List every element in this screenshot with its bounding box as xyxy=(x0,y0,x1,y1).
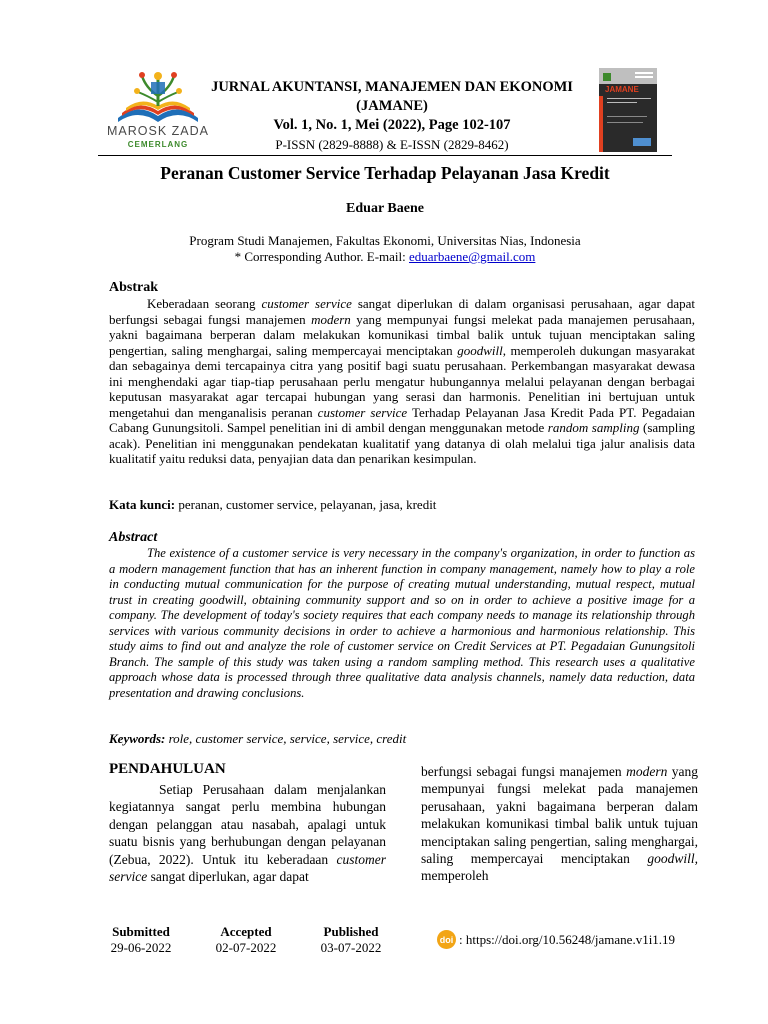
corresponding-label: * Corresponding Author. E-mail: xyxy=(234,249,406,264)
cover-title: JAMANE xyxy=(605,85,639,94)
abstract-text: The existence of a customer service is very necessary in the company's organization, in order to function as a modern management function that has an inherent function in company management, namely how to play a role in conducting mutual communication for the purpose of creating mutual understanding, mutual respect, mutual trust in creating goodwill, obtaining community support and so on in order to achieve a positive image for a company. The development of today's society requires that each company needs to manage its relationship through services with various community decisions in order to achieve a harmonious and harmonious relationship. This study aims to find out and analyze the role of customer service on Credit Services at PT. Pegadaian Gunungsitoli Branch. The sample of this study was taken using a random sampling method. This research uses a qualitative approach whose data is processed through three qualitative data analysis channels, namely data reduction, data presentation and drawing conclusions. xyxy=(109,546,695,700)
cover-side-band xyxy=(599,96,603,152)
doi-link[interactable]: : https://doi.org/10.56248/jamane.v1i1.19 xyxy=(459,931,676,947)
kata-kunci-label: Kata kunci: xyxy=(109,497,176,512)
cover-line xyxy=(607,116,647,117)
journal-header xyxy=(180,78,604,154)
journal-volume: Vol. 1, No. 1, Mei (2022), Page 102-107 xyxy=(273,117,511,133)
submitted-date: 29-06-2022 xyxy=(110,940,172,955)
cover-line xyxy=(635,72,653,74)
accepted-date: 02-07-2022 xyxy=(215,940,277,955)
accepted-info xyxy=(191,924,301,956)
journal-issn: P-ISSN (2829-8888) & E-ISSN (2829-8462) xyxy=(275,137,509,152)
abstrak-text: Keberadaan seorang customer service sangat diperlukan di dalam organisasi perusahaan, agar dapat berfungsi sebagai fungsi manajemen modern yang mempunyai fungsi melekat pada manajemen perusahaan, yakni bagaimana berperan dalam melakukan komunikasi timbal balik untuk tujuan menciptakan saling pengertian, saling menghargai, saling mempercayai menciptakan goodwill, memperoleh dukungan masyarakat dan sebagainya demi tercapainya citra yang positif bagi suatu perusahaan. Perkembangan masyarakat dewasa ini menghendaki agar tiap-tiap perusahaan perlu mengatur hubungannya melalui pelayanan dengan berbagai keputusan masyarakat agar tercapai hubungan yang serasi dan harmonis. Penelitian ini bertujuan untuk mengetahui dan menganalisis peranan customer service Terhadap Pelayanan Jasa Kredit Pada PT. Pegadaian Cabang Gunungsitoli. Sampel penelitian ini di ambil dengan menggunakan metode random sampling (sampling acak). Penelitian ini menggunakan pendekatan kualitatif yang datanya di olah melalui tiga jalur analisis data kualitatif yaitu reduksi data, penyajian data dan penarikan kesimpulan. xyxy=(109,296,696,466)
keywords-text: role, customer service, service, service, credit xyxy=(165,731,407,746)
pendahuluan-left-column: Setiap Perusahaan dalam menjalankan kegiatannya sangat perlu membina hubungan dengan pelanggan atau nasabah, apalagi untuk suatu bisnis yang berhubungan dengan pelayanan (Zebua, 2022). Untuk itu keberadaan customer service sangat diperlukan, agar dapat xyxy=(109,782,386,885)
submitted-label: Submitted xyxy=(112,924,170,939)
cover-line xyxy=(607,102,637,103)
article-title: Peranan Customer Service Terhadap Pelayanan Jasa Kredit xyxy=(160,163,610,183)
affiliation-block xyxy=(100,233,670,265)
header-rule xyxy=(98,155,672,156)
cover-line xyxy=(607,98,651,99)
kata-kunci xyxy=(109,497,436,513)
article-author: Eduar Baene xyxy=(346,201,424,216)
journal-name: JURNAL AKUNTANSI, MANAJEMEN DAN EKONOMI xyxy=(211,79,573,95)
logo-name: MAROSK ZADA xyxy=(107,124,209,138)
published-info xyxy=(296,924,406,956)
keywords xyxy=(109,731,406,747)
cover-line xyxy=(607,122,643,123)
submitted-info xyxy=(86,924,196,956)
pendahuluan-right-column: berfungsi sebagai fungsi manajemen modern yang mempunyai fungsi melekat pada manajemen perusahaan, yakni bagaimana berperan dalam melakukan komunikasi timbal balik untuk tujuan menciptakan saling pengertian, saling menghargai, saling mempercayai menciptakan goodwill, memperoleh xyxy=(421,764,698,884)
abstract-heading: Abstract xyxy=(109,530,158,545)
corresponding-author xyxy=(100,249,670,265)
journal-cover xyxy=(599,68,657,152)
cover-logo xyxy=(633,138,651,146)
published-label: Published xyxy=(323,924,379,939)
affiliation: Program Studi Manajemen, Fakultas Ekonomi, Universitas Nias, Indonesia xyxy=(189,233,581,248)
kata-kunci-text: peranan, customer service, pelayanan, jasa, kredit xyxy=(175,497,437,512)
doi-line xyxy=(437,930,675,949)
logo-subtitle: CEMERLANG xyxy=(127,140,189,149)
keywords-label: Keywords: xyxy=(109,731,166,746)
doi-icon: doi xyxy=(437,930,456,949)
pendahuluan-heading: PENDAHULUAN xyxy=(109,761,226,777)
published-date: 03-07-2022 xyxy=(320,940,382,955)
accepted-label: Accepted xyxy=(220,924,272,939)
cover-badge-icon xyxy=(603,73,611,81)
journal-abbr: (JAMANE) xyxy=(356,98,428,114)
abstrak-heading: Abstrak xyxy=(109,280,159,295)
cover-line xyxy=(635,76,653,78)
author-email-link[interactable]: eduarbaene@gmail.com xyxy=(409,249,536,264)
